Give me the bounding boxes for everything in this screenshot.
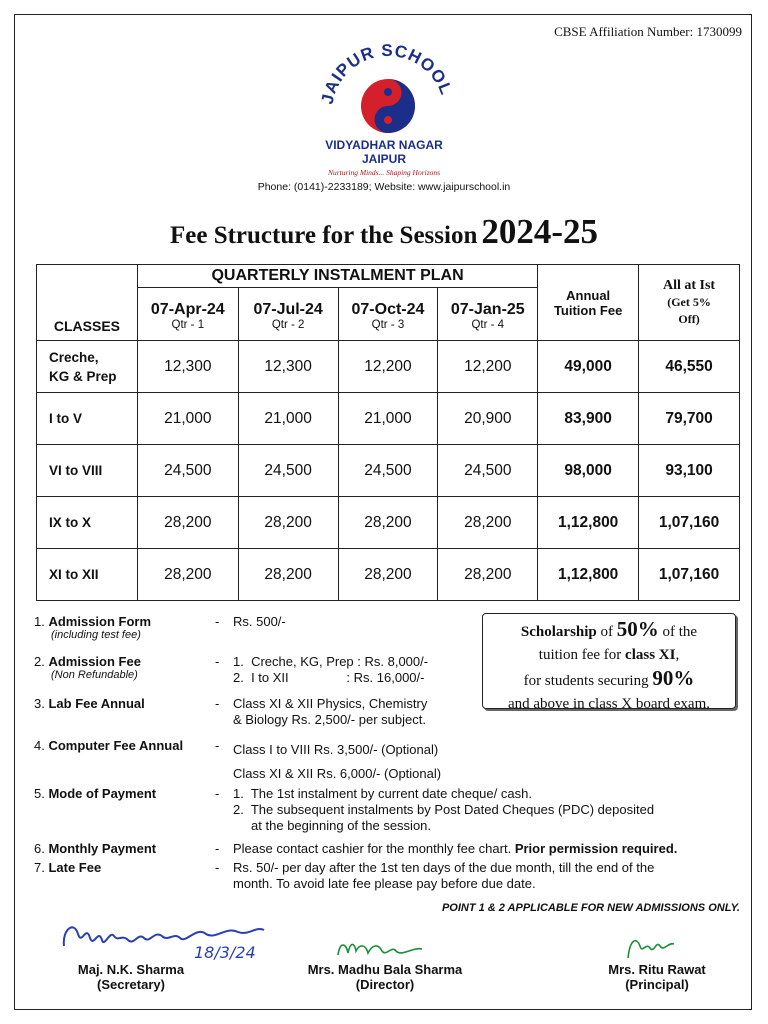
note-dash: - xyxy=(215,738,220,753)
note-number: 4. xyxy=(34,738,45,753)
signature-director xyxy=(285,962,485,992)
principal-signature xyxy=(622,932,682,964)
class-label: KG & Prep xyxy=(49,368,117,384)
table-row xyxy=(37,445,740,497)
instalment-header xyxy=(338,288,438,341)
secretary-signature xyxy=(56,912,271,964)
title-session: 2024-25 xyxy=(481,212,599,251)
contact-info: Phone: (0141)-2233189; Website: www.jaipurschool.in xyxy=(257,181,511,193)
fee-cell: 21,000 xyxy=(238,393,338,445)
fee-cell: 12,200 xyxy=(338,341,438,393)
instalment-header xyxy=(137,288,238,341)
note-number: 5. xyxy=(34,786,45,801)
fee-cell: 24,500 xyxy=(338,445,438,497)
signature-principal xyxy=(582,962,732,992)
instalment-qtr: Qtr - 4 xyxy=(471,318,505,331)
table-row xyxy=(37,497,740,549)
instalment-date: 07-Oct-24 xyxy=(351,300,425,318)
note-value-line: month. To avoid late fee please pay before due date. xyxy=(233,876,536,891)
fee-cell: 24,500 xyxy=(137,445,238,497)
tagline: Nurturing Minds... Shaping Horizons xyxy=(327,168,441,177)
note-dash: - xyxy=(215,786,220,801)
fee-cell: 28,200 xyxy=(137,549,238,601)
table-row xyxy=(37,393,740,445)
signatory-name: Maj. N.K. Sharma xyxy=(77,962,185,977)
all-first-cell: 93,100 xyxy=(639,445,740,497)
scholarship-percent: 50% xyxy=(616,617,659,641)
signature-secretary xyxy=(56,962,206,992)
scholarship-text: tuition fee for xyxy=(538,647,626,663)
note-value-line: Please contact cashier for the monthly fee chart. xyxy=(233,841,512,856)
school-logo xyxy=(318,34,458,134)
note-number: 2. xyxy=(34,654,45,669)
all-first-cell: 1,07,160 xyxy=(639,549,740,601)
instalment-qtr: Qtr - 1 xyxy=(171,318,205,331)
header-quarterly-plan: QUARTERLY INSTALMENT PLAN xyxy=(137,265,537,288)
signatory-role: (Principal) xyxy=(625,977,689,992)
fee-cell: 28,200 xyxy=(338,549,438,601)
instalment-qtr: Qtr - 2 xyxy=(271,318,305,331)
note-sublabel: (Non Refundable) xyxy=(51,669,138,681)
note-value-line: Class I to VIII Rs. 3,500/- (Optional) xyxy=(233,742,439,757)
director-signature xyxy=(332,935,427,965)
note-label: Late Fee xyxy=(48,860,102,875)
logo-school-name: JAIPUR SCHOOL xyxy=(318,40,456,106)
annual-fee-cell: 49,000 xyxy=(538,341,639,393)
location-line-1: VIDYADHAR NAGAR xyxy=(325,138,443,152)
class-cell: I to V xyxy=(37,393,138,445)
fee-cell: 28,200 xyxy=(338,497,438,549)
note-dash: - xyxy=(215,860,220,875)
title-prefix: Fee Structure for the Session xyxy=(169,222,478,249)
signatory-role: (Secretary) xyxy=(97,977,165,992)
note-sublabel: (including test fee) xyxy=(51,629,141,641)
fee-cell: 28,200 xyxy=(238,497,338,549)
note-value xyxy=(233,738,441,786)
fee-cell: 21,000 xyxy=(338,393,438,445)
note-number: 1. xyxy=(34,614,45,629)
scholarship-text: for students securing xyxy=(523,673,653,689)
header-annual-fee xyxy=(538,265,639,341)
note-value-line: 1. The 1st instalment by current date cheque/ cash. xyxy=(233,786,532,801)
note-label: Admission Form xyxy=(48,614,152,629)
fee-table xyxy=(36,264,740,601)
annual-header-line-1: Annual xyxy=(566,287,611,303)
note-dash: - xyxy=(215,696,220,711)
scholarship-text: and above in class X board exam. xyxy=(507,696,711,712)
table-row xyxy=(37,341,740,393)
note-dash: - xyxy=(215,614,220,629)
class-cell: IX to X xyxy=(37,497,138,549)
note-value-line: Class XI & XII Rs. 6,000/- (Optional) xyxy=(233,766,442,781)
fee-cell: 20,900 xyxy=(438,393,538,445)
cbse-affiliation: CBSE Affiliation Number: 1730099 xyxy=(554,24,742,39)
fee-cell: 28,200 xyxy=(438,497,538,549)
instalment-date: 07-Apr-24 xyxy=(150,300,225,318)
note-value xyxy=(233,841,677,857)
fee-cell: 21,000 xyxy=(137,393,238,445)
note-label: Computer Fee Annual xyxy=(48,738,184,753)
fee-cell: 28,200 xyxy=(438,549,538,601)
instalment-header xyxy=(438,288,538,341)
scholarship-text: Scholarship xyxy=(520,624,597,640)
class-label: Creche, xyxy=(49,349,99,365)
signatory-name: Mrs. Ritu Rawat xyxy=(608,962,706,977)
instalment-date: 07-Jan-25 xyxy=(450,300,525,318)
scholarship-box: Scholarship of 50% of the tuition fee for class XI, for students securing 90% and above in class X board exam. xyxy=(482,613,736,709)
table-row xyxy=(37,549,740,601)
handwritten-date: 18/3/24 xyxy=(194,943,256,962)
note-value xyxy=(233,786,654,834)
note-label: Lab Fee Annual xyxy=(48,696,145,711)
fee-cell: 12,300 xyxy=(137,341,238,393)
note-label: Mode of Payment xyxy=(48,786,157,801)
annual-fee-cell: 1,12,800 xyxy=(538,497,639,549)
fee-cell: 28,200 xyxy=(238,549,338,601)
note-emphasis: Prior permission required. xyxy=(514,841,678,856)
scholarship-text: of the xyxy=(658,624,698,640)
instalment-qtr: Qtr - 3 xyxy=(371,318,405,331)
scholarship-class: class XI xyxy=(625,647,676,663)
fee-cell: 24,500 xyxy=(438,445,538,497)
note-value xyxy=(233,860,654,892)
signatory-role: (Director) xyxy=(355,977,415,992)
note-value: Rs. 500/- xyxy=(233,614,286,629)
fee-cell: 28,200 xyxy=(137,497,238,549)
scholarship-threshold: 90% xyxy=(652,666,695,690)
note-value-line: 2. I to XII : Rs. 16,000/- xyxy=(233,670,425,685)
fee-cell: 12,200 xyxy=(438,341,538,393)
note-value-line: Rs. 50/- per day after the 1st ten days of the due month, till the end of the xyxy=(233,860,655,875)
all-first-header-line-3: Off) xyxy=(678,311,700,326)
fee-cell: 24,500 xyxy=(238,445,338,497)
scholarship-text: of xyxy=(596,624,617,640)
annual-fee-cell: 1,12,800 xyxy=(538,549,639,601)
note-number: 6. xyxy=(34,841,45,856)
signatory-name: Mrs. Madhu Bala Sharma xyxy=(307,962,463,977)
class-cell xyxy=(37,341,138,393)
all-first-header-line-2: (Get 5% xyxy=(667,294,711,309)
all-first-header-line-1: All at Ist xyxy=(662,277,716,293)
note-value-line: 1. Creche, KG, Prep : Rs. 8,000/- xyxy=(233,654,429,669)
note-dash: - xyxy=(215,841,220,856)
annual-fee-cell: 98,000 xyxy=(538,445,639,497)
note-dash: - xyxy=(215,654,220,669)
note-value-line: 2. The subsequent instalments by Post Dated Cheques (PDC) deposited xyxy=(233,802,655,817)
note-value-line: Class XI & XII Physics, Chemistry xyxy=(233,696,428,711)
all-first-cell: 46,550 xyxy=(639,341,740,393)
note-value-line: & Biology Rs. 2,500/- per subject. xyxy=(233,712,426,727)
note-label: Admission Fee xyxy=(48,654,141,669)
header-all-at-first xyxy=(639,265,740,341)
class-cell: VI to VIII xyxy=(37,445,138,497)
class-cell: XI to XII xyxy=(37,549,138,601)
page-title xyxy=(0,212,768,252)
header-classes: CLASSES xyxy=(37,265,138,341)
note-number: 3. xyxy=(34,696,45,711)
note-number: 7. xyxy=(34,860,45,875)
fee-cell: 12,300 xyxy=(238,341,338,393)
note-label: Monthly Payment xyxy=(48,841,157,856)
note-value xyxy=(233,654,428,686)
location-line-2: JAIPUR xyxy=(361,152,406,166)
note-value xyxy=(233,696,427,728)
all-first-cell: 79,700 xyxy=(639,393,740,445)
applicability-note: POINT 1 & 2 APPLICABLE FOR NEW ADMISSIONS ONLY. xyxy=(441,902,740,914)
note-value-line: at the beginning of the session. xyxy=(233,818,432,833)
instalment-header xyxy=(238,288,338,341)
all-first-cell: 1,07,160 xyxy=(639,497,740,549)
instalment-date: 07-Jul-24 xyxy=(253,300,323,318)
annual-header-line-2: Tuition Fee xyxy=(553,302,623,318)
annual-fee-cell: 83,900 xyxy=(538,393,639,445)
